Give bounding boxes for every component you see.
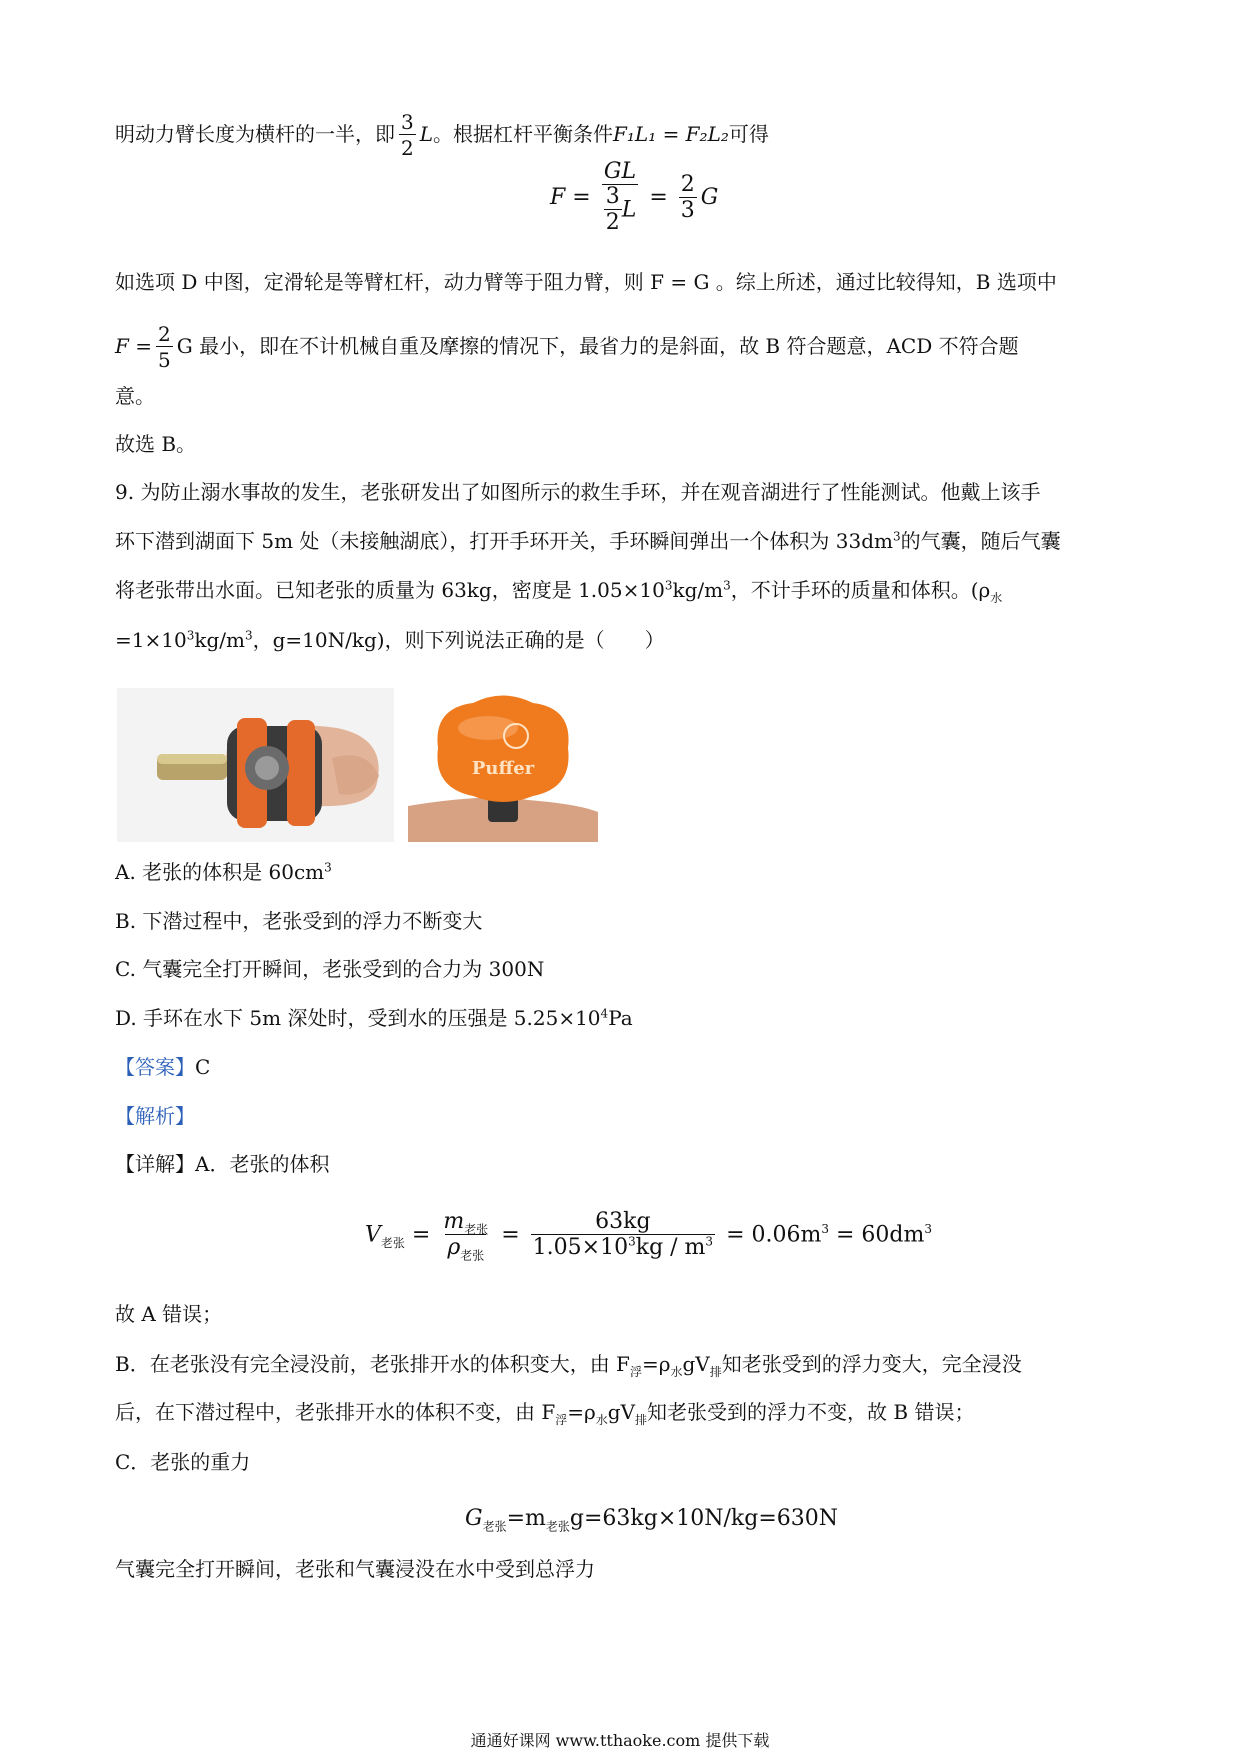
equation-lever: F = GL $\frac{3}{2}$ L = $\frac{2}{3}$ G — [550, 159, 719, 235]
a-wrong: 故 A 错误； — [115, 1302, 223, 1326]
text: 。根据杠杆平衡条件 — [433, 122, 614, 146]
b-line-2: 后，在下潜过程中，老张排开水的体积不变，由 $F_浮=\rho_水gV_排$知老张受到的浮力不变，故 B 错误； — [115, 1400, 975, 1427]
intro-line-5: 故选 B。 — [115, 432, 197, 456]
last-line: 气囊完全打开瞬间，老张和气囊浸没在水中受到总浮力 — [115, 1557, 595, 1581]
b-line-1: B．在老张没有完全浸没前，老张排开水的体积变大，由 $F_浮=\rho_水gV_排$知老张受到的浮力变大，完全浸没 — [115, 1352, 1022, 1379]
question-line-1: 9. 为防止溺水事故的发生，老张研发出了如图所示的救生手环，并在观音湖进行了性能测试。他戴上该手 — [115, 480, 1041, 504]
answer-line — [115, 1053, 210, 1081]
question-line-2: 环下潜到湖面下 5m 处（未接触湖底），打开手环开关，手环瞬间弹出一个体积为 $33dm^3$的气囊，随后气囊 — [115, 529, 1061, 553]
detail-line: 【详解】A．老张的体积 — [115, 1152, 330, 1176]
intro-line-2: 如选项 D 中图，定滑轮是等臂杠杆，动力臂等于阻力臂，则 F = G 。综上所述，通过比较得知，B 选项中 — [115, 270, 1057, 294]
option-d: D. 手环在水下 5m 深处时，受到水的压强是 $5.25\times 10^4Pa$ — [115, 1006, 633, 1030]
wristband-photo — [117, 688, 394, 842]
answer-value: C — [195, 1055, 211, 1079]
analysis-label: 【解析】 — [115, 1104, 195, 1128]
option-a: A. 老张的体积是 $60cm^3$ — [115, 860, 332, 884]
question-line-4: $=1\times 10^3kg/m^3$，g=10N/kg)，则下列说法正确的是（ ） — [115, 628, 665, 652]
intro-line-3: F = $\frac{2}{5}$ G 最小，即在不计机械自重及摩擦的情况下，最省力的是斜面，故 B 符合题意，ACD 不符合题 — [115, 322, 1019, 372]
answer-label: 【答案】 — [115, 1055, 195, 1079]
equation-volume: $V_{老张}$ = $\frac{m_{老张}}{\rho_{老张}}$ = $\frac{63kg}{1.05\times 10^3kg / m^3}$ = $0.06m^3 = 60dm^3$ — [365, 1209, 932, 1263]
text: 可得 — [728, 122, 769, 146]
text: L — [419, 122, 434, 146]
formula: F₁L₁ = F₂L₂ — [613, 122, 729, 146]
question-line-3: 将老张带出水面。已知老张的质量为 63kg，密度是 $1.05\times 10^3kg/m^3$，不计手环的质量和体积。($\rho_水$ — [115, 578, 1003, 605]
option-b: B. 下潜过程中，老张受到的浮力不断变大 — [115, 909, 483, 933]
intro-line-1 — [115, 110, 769, 161]
intro-line-4: 意。 — [115, 384, 155, 408]
airbag-brand-text: Puffer — [471, 758, 535, 779]
text: 明动力臂长度为横杆的一半，即 — [115, 122, 395, 146]
equation-gravity: $G_{老张}=m_{老张}g=63kg\times 10N/kg=630N$ — [465, 1506, 839, 1534]
fraction: $\frac{3}{2}$ — [401, 110, 414, 160]
airbag-photo — [408, 688, 598, 842]
option-c: C. 气囊完全打开瞬间，老张受到的合力为 300N — [115, 957, 545, 981]
c-line-1: C．老张的重力 — [115, 1450, 251, 1474]
page-footer: 通通好课网 www.tthaoke.com 提供下载 — [470, 1731, 770, 1750]
